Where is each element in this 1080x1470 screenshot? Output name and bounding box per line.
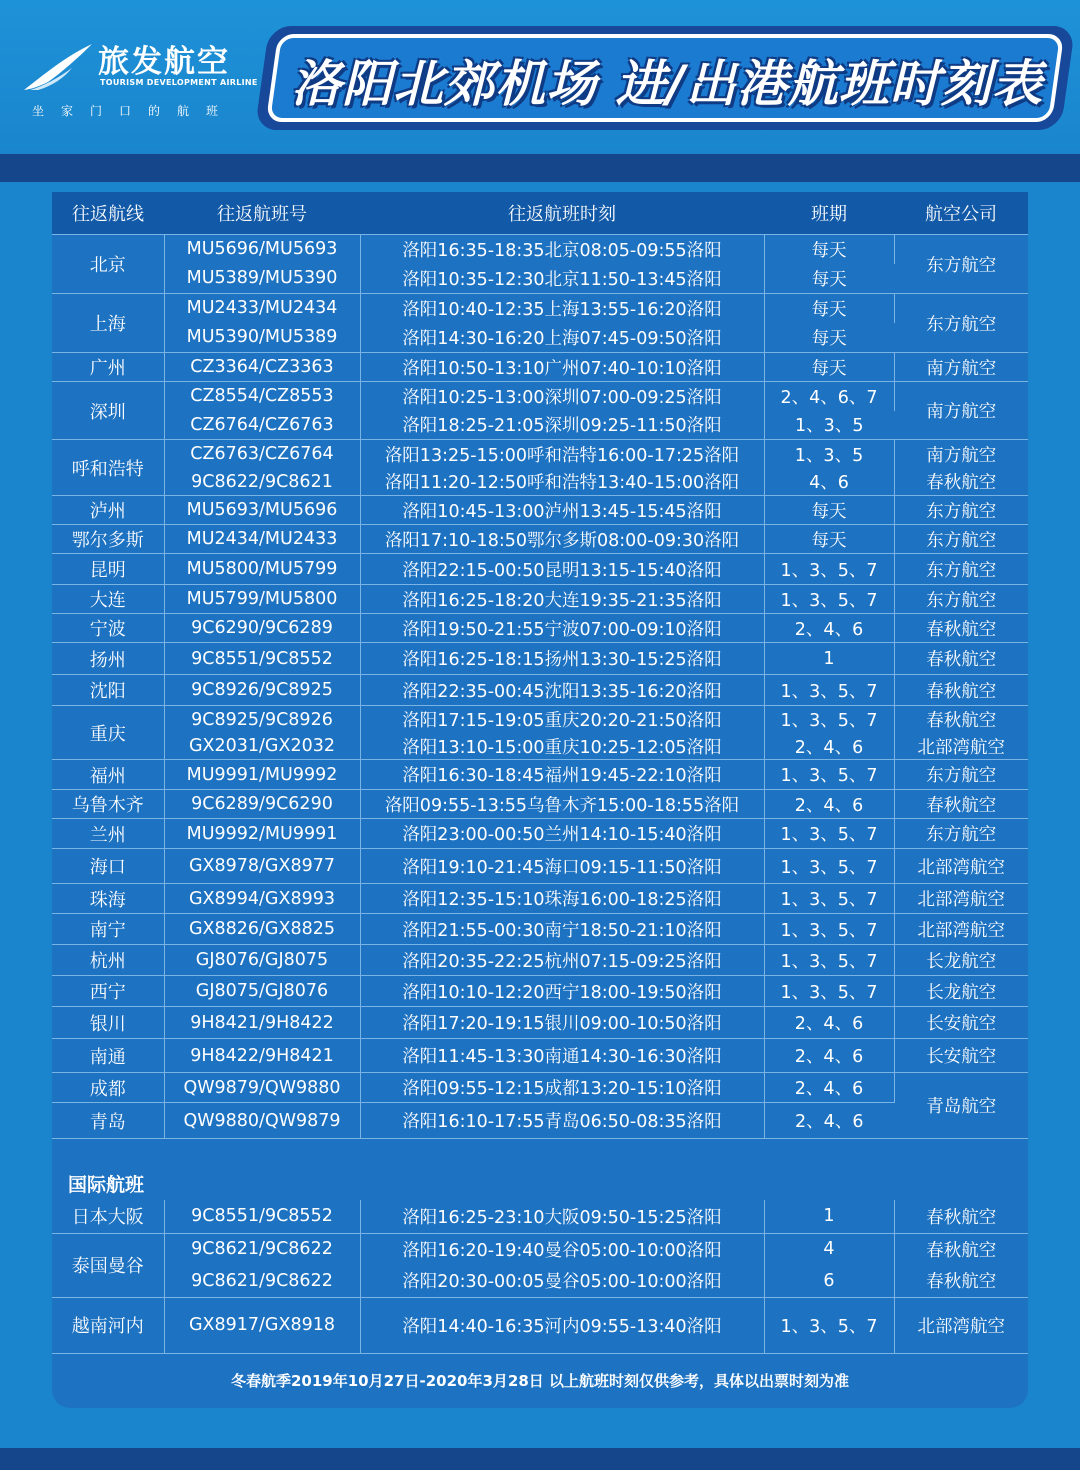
flight-number: QW9880/QW9879 bbox=[164, 1103, 360, 1139]
route-city: 宁波 bbox=[52, 614, 164, 643]
route-city: 西宁 bbox=[52, 976, 164, 1007]
airline-name: 北部湾航空 bbox=[894, 734, 1028, 760]
table-row bbox=[52, 760, 1028, 790]
table-row bbox=[52, 734, 1028, 760]
route-city: 杭州 bbox=[52, 945, 164, 976]
operating-days: 2、4、6 bbox=[764, 790, 894, 819]
table-row bbox=[52, 914, 1028, 945]
flight-number: GX8917/GX8918 bbox=[164, 1297, 360, 1353]
table-row bbox=[52, 1297, 1028, 1353]
airline-name: 春秋航空 bbox=[894, 469, 1028, 496]
schedule-time: 洛阳16:25-23:10大阪09:50-15:25洛阳 bbox=[360, 1200, 764, 1233]
schedule-time: 洛阳20:30-00:05曼谷05:00-10:00洛阳 bbox=[360, 1265, 764, 1297]
operating-days: 1、3、5 bbox=[764, 411, 894, 440]
table-row bbox=[52, 1103, 1028, 1139]
operating-days: 1 bbox=[764, 643, 894, 675]
airline-name: 东方航空 bbox=[894, 496, 1028, 525]
airline-name: 东方航空 bbox=[894, 760, 1028, 790]
table-row bbox=[52, 884, 1028, 914]
table-row bbox=[52, 614, 1028, 643]
airline-name: 东方航空 bbox=[894, 525, 1028, 554]
route-city: 青岛 bbox=[52, 1103, 164, 1139]
table-row bbox=[52, 1007, 1028, 1039]
schedule-time: 洛阳16:25-18:20大连19:35-21:35洛阳 bbox=[360, 585, 764, 614]
schedule-time: 洛阳18:25-21:05深圳09:25-11:50洛阳 bbox=[360, 411, 764, 440]
operating-days: 1、3、5、7 bbox=[764, 1297, 894, 1353]
airline-name: 长龙航空 bbox=[894, 976, 1028, 1007]
header-divider-band bbox=[0, 154, 1080, 182]
operating-days: 1、3、5、7 bbox=[764, 675, 894, 706]
flight-number: 9C8551/9C8552 bbox=[164, 643, 360, 675]
flight-number: MU5390/MU5389 bbox=[164, 323, 360, 353]
operating-days: 1、3、5、7 bbox=[764, 760, 894, 790]
flight-number: 9C8551/9C8552 bbox=[164, 1200, 360, 1233]
operating-days: 2、4、6 bbox=[764, 1039, 894, 1073]
operating-days: 2、4、6 bbox=[764, 734, 894, 760]
schedule-time: 洛阳11:45-13:30南通14:30-16:30洛阳 bbox=[360, 1039, 764, 1073]
flight-number: MU2433/MU2434 bbox=[164, 294, 360, 323]
flight-number: 9C8622/9C8621 bbox=[164, 469, 360, 496]
flight-number: 9C8621/9C8622 bbox=[164, 1233, 360, 1265]
table-row bbox=[52, 585, 1028, 614]
airline-name: 北部湾航空 bbox=[894, 884, 1028, 914]
flight-number: MU5799/MU5800 bbox=[164, 585, 360, 614]
airline-name: 北部湾航空 bbox=[894, 849, 1028, 884]
schedule-time: 洛阳21:55-00:30南宁18:50-21:10洛阳 bbox=[360, 914, 764, 945]
route-city: 重庆 bbox=[52, 706, 164, 760]
operating-days: 1、3、5、7 bbox=[764, 914, 894, 945]
flight-number: CZ3364/CZ3363 bbox=[164, 353, 360, 382]
flight-number: CZ8554/CZ8553 bbox=[164, 382, 360, 411]
schedule-time: 洛阳22:15-00:50昆明13:15-15:40洛阳 bbox=[360, 554, 764, 585]
operating-days: 2、4、6 bbox=[764, 1103, 894, 1139]
column-header-days: 班期 bbox=[764, 192, 894, 235]
schedule-time: 洛阳20:35-22:25杭州07:15-09:25洛阳 bbox=[360, 945, 764, 976]
schedule-footnote: 冬春航季2019年10月27日-2020年3月28日 以上航班时刻仅供参考，具体以出票时刻为准 bbox=[230, 1372, 849, 1390]
airline-name: 北部湾航空 bbox=[894, 1297, 1028, 1353]
flight-number: 9H8422/9H8421 bbox=[164, 1039, 360, 1073]
footer-band bbox=[0, 1448, 1080, 1470]
flight-number: 9C8926/9C8925 bbox=[164, 675, 360, 706]
column-header-flight-number: 往返航班号 bbox=[164, 192, 360, 235]
operating-days: 1 bbox=[764, 1200, 894, 1233]
table-row bbox=[52, 945, 1028, 976]
flight-number: MU5693/MU5696 bbox=[164, 496, 360, 525]
route-city: 广州 bbox=[52, 353, 164, 382]
flight-number: CZ6764/CZ6763 bbox=[164, 411, 360, 440]
schedule-time: 洛阳16:20-19:40曼谷05:00-10:00洛阳 bbox=[360, 1233, 764, 1265]
operating-days: 1、3、5、7 bbox=[764, 945, 894, 976]
table-row bbox=[52, 1039, 1028, 1073]
table-row bbox=[52, 525, 1028, 554]
airline-name: 青岛航空 bbox=[894, 1073, 1028, 1139]
airplane-wing-icon bbox=[22, 42, 94, 92]
operating-days: 每天 bbox=[764, 496, 894, 525]
airline-name: 春秋航空 bbox=[894, 790, 1028, 819]
airline-logo bbox=[22, 36, 258, 126]
route-city: 海口 bbox=[52, 849, 164, 884]
flight-number: MU2434/MU2433 bbox=[164, 525, 360, 554]
international-section-label: 国际航班 bbox=[68, 1174, 145, 1196]
route-city: 昆明 bbox=[52, 554, 164, 585]
domestic-schedule-table bbox=[52, 192, 1028, 1139]
flight-number: 9C8621/9C8622 bbox=[164, 1265, 360, 1297]
route-city: 上海 bbox=[52, 294, 164, 353]
table-header-row bbox=[52, 192, 1028, 235]
operating-days: 1、3、5、7 bbox=[764, 706, 894, 734]
airline-name: 东方航空 bbox=[894, 585, 1028, 614]
operating-days: 2、4、6、7 bbox=[764, 382, 894, 411]
table-row bbox=[52, 353, 1028, 382]
airline-name: 南方航空 bbox=[894, 353, 1028, 382]
schedule-time: 洛阳11:20-12:50呼和浩特13:40-15:00洛阳 bbox=[360, 469, 764, 496]
table-row bbox=[52, 643, 1028, 675]
route-city: 兰州 bbox=[52, 819, 164, 849]
table-row bbox=[52, 411, 1028, 440]
schedule-time: 洛阳17:20-19:15银川09:00-10:50洛阳 bbox=[360, 1007, 764, 1039]
table-row bbox=[52, 440, 1028, 469]
operating-days: 每天 bbox=[764, 323, 894, 353]
table-row bbox=[52, 294, 1028, 323]
schedule-time: 洛阳10:45-13:00泸州13:45-15:45洛阳 bbox=[360, 496, 764, 525]
route-city: 沈阳 bbox=[52, 675, 164, 706]
schedule-time: 洛阳23:00-00:50兰州14:10-15:40洛阳 bbox=[360, 819, 764, 849]
flight-number: MU5696/MU5693 bbox=[164, 235, 360, 264]
route-city: 深圳 bbox=[52, 382, 164, 440]
flight-number: MU5389/MU5390 bbox=[164, 264, 360, 294]
international-schedule-body bbox=[52, 1200, 1028, 1353]
column-header-schedule-time: 往返航班时刻 bbox=[360, 192, 764, 235]
table-row bbox=[52, 496, 1028, 525]
operating-days: 每天 bbox=[764, 353, 894, 382]
operating-days: 每天 bbox=[764, 264, 894, 294]
airline-name: 春秋航空 bbox=[894, 1200, 1028, 1233]
operating-days: 2、4、6 bbox=[764, 1073, 894, 1103]
table-row bbox=[52, 976, 1028, 1007]
flight-number: 9C8925/9C8926 bbox=[164, 706, 360, 734]
schedule-time: 洛阳16:25-18:15扬州13:30-15:25洛阳 bbox=[360, 643, 764, 675]
airline-name: 春秋航空 bbox=[926, 1240, 997, 1261]
table-row bbox=[52, 1200, 1028, 1233]
flight-number: 9C6290/9C6289 bbox=[164, 614, 360, 643]
table-row bbox=[52, 819, 1028, 849]
operating-days: 1、3、5 bbox=[764, 440, 894, 469]
airline-name: 东方航空 bbox=[894, 294, 1028, 353]
schedule-time: 洛阳17:10-18:50鄂尔多斯08:00-09:30洛阳 bbox=[360, 525, 764, 554]
route-city: 越南河内 bbox=[52, 1297, 164, 1353]
route-city: 大连 bbox=[52, 585, 164, 614]
table-row bbox=[52, 849, 1028, 884]
route-city: 乌鲁木齐 bbox=[52, 790, 164, 819]
airline-name: 东方航空 bbox=[894, 819, 1028, 849]
flight-number: 9H8421/9H8422 bbox=[164, 1007, 360, 1039]
route-city: 鄂尔多斯 bbox=[52, 525, 164, 554]
operating-days: 1、3、5、7 bbox=[764, 884, 894, 914]
table-row bbox=[52, 554, 1028, 585]
schedule-time: 洛阳14:40-16:35河内09:55-13:40洛阳 bbox=[360, 1297, 764, 1353]
flight-number: MU9991/MU9992 bbox=[164, 760, 360, 790]
schedule-time: 洛阳10:35-12:30北京11:50-13:45洛阳 bbox=[360, 264, 764, 294]
schedule-panel bbox=[52, 192, 1028, 1408]
operating-days: 2、4、6 bbox=[764, 1007, 894, 1039]
schedule-time: 洛阳09:55-13:55乌鲁木齐15:00-18:55洛阳 bbox=[360, 790, 764, 819]
flight-number: GX8994/GX8993 bbox=[164, 884, 360, 914]
route-city: 银川 bbox=[52, 1007, 164, 1039]
route-city: 扬州 bbox=[52, 643, 164, 675]
table-row bbox=[52, 1265, 1028, 1297]
operating-days: 1、3、5、7 bbox=[764, 976, 894, 1007]
schedule-time: 洛阳14:30-16:20上海07:45-09:50洛阳 bbox=[360, 323, 764, 353]
operating-days: 每天 bbox=[764, 235, 894, 264]
table-row bbox=[52, 790, 1028, 819]
route-city: 北京 bbox=[52, 235, 164, 294]
flight-number: QW9879/QW9880 bbox=[164, 1073, 360, 1103]
airline-name: 长龙航空 bbox=[894, 945, 1028, 976]
operating-days: 1、3、5、7 bbox=[764, 849, 894, 884]
operating-days: 1、3、5、7 bbox=[764, 819, 894, 849]
schedule-time: 洛阳10:10-12:20西宁18:00-19:50洛阳 bbox=[360, 976, 764, 1007]
operating-days: 每天 bbox=[764, 294, 894, 323]
operating-days: 1、3、5、7 bbox=[764, 585, 894, 614]
schedule-time: 洛阳16:30-18:45福州19:45-22:10洛阳 bbox=[360, 760, 764, 790]
schedule-time: 洛阳10:40-12:35上海13:55-16:20洛阳 bbox=[360, 294, 764, 323]
airline-name: 长安航空 bbox=[894, 1007, 1028, 1039]
table-row bbox=[52, 1233, 1028, 1265]
schedule-time: 洛阳22:35-00:45沈阳13:35-16:20洛阳 bbox=[360, 675, 764, 706]
domestic-schedule-body bbox=[52, 235, 1028, 1139]
schedule-time: 洛阳09:55-12:15成都13:20-15:10洛阳 bbox=[360, 1073, 764, 1103]
airline-name: 南方航空 bbox=[894, 382, 1028, 440]
page-title: 洛阳北郊机场 进/出港航班时刻表 bbox=[291, 55, 1043, 113]
flight-number: MU9992/MU9991 bbox=[164, 819, 360, 849]
route-city: 珠海 bbox=[52, 884, 164, 914]
operating-days: 1、3、5、7 bbox=[764, 554, 894, 585]
schedule-time: 洛阳17:15-19:05重庆20:20-21:50洛阳 bbox=[360, 706, 764, 734]
route-city: 泰国曼谷 bbox=[52, 1233, 164, 1297]
flight-number: GX8978/GX8977 bbox=[164, 849, 360, 884]
airline-name: 春秋航空 bbox=[894, 614, 1028, 643]
table-row bbox=[52, 235, 1028, 264]
airline-name: 春秋航空 bbox=[926, 711, 997, 732]
logo-slogan: 坐家门口的航班 bbox=[32, 104, 236, 118]
flight-number: GJ8076/GJ8075 bbox=[164, 945, 360, 976]
column-header-route: 往返航线 bbox=[52, 192, 164, 235]
schedule-time: 洛阳10:25-13:00深圳07:00-09:25洛阳 bbox=[360, 382, 764, 411]
logo-english-name: TOURISM DEVELOPMENT AIRLINE bbox=[100, 78, 258, 87]
airline-name: 东方航空 bbox=[894, 235, 1028, 294]
airline-name: 春秋航空 bbox=[894, 643, 1028, 675]
table-row bbox=[52, 675, 1028, 706]
flight-number: GX8826/GX8825 bbox=[164, 914, 360, 945]
flight-number: MU5800/MU5799 bbox=[164, 554, 360, 585]
table-row bbox=[52, 264, 1028, 294]
route-city: 南宁 bbox=[52, 914, 164, 945]
airline-name: 南方航空 bbox=[926, 445, 997, 466]
route-city: 福州 bbox=[52, 760, 164, 790]
flight-number: 9C6289/9C6290 bbox=[164, 790, 360, 819]
flight-number: GX2031/GX2032 bbox=[164, 734, 360, 760]
flight-number: CZ6763/CZ6764 bbox=[164, 440, 360, 469]
airline-name: 春秋航空 bbox=[894, 675, 1028, 706]
schedule-time: 洛阳10:50-13:10广州07:40-10:10洛阳 bbox=[360, 353, 764, 382]
table-row bbox=[52, 323, 1028, 353]
schedule-time: 洛阳19:10-21:45海口09:15-11:50洛阳 bbox=[360, 849, 764, 884]
table-row bbox=[52, 382, 1028, 411]
schedule-time: 洛阳16:10-17:55青岛06:50-08:35洛阳 bbox=[360, 1103, 764, 1139]
schedule-time: 洛阳13:10-15:00重庆10:25-12:05洛阳 bbox=[360, 734, 764, 760]
international-schedule-table bbox=[52, 1200, 1028, 1354]
schedule-time: 洛阳12:35-15:10珠海16:00-18:25洛阳 bbox=[360, 884, 764, 914]
flight-number: GJ8075/GJ8076 bbox=[164, 976, 360, 1007]
airline-name: 东方航空 bbox=[894, 554, 1028, 585]
route-city: 日本大阪 bbox=[52, 1200, 164, 1233]
route-city: 呼和浩特 bbox=[52, 440, 164, 496]
schedule-time: 洛阳16:35-18:35北京08:05-09:55洛阳 bbox=[360, 235, 764, 264]
operating-days: 4 bbox=[764, 1233, 894, 1265]
airline-name: 春秋航空 bbox=[894, 1265, 1028, 1297]
operating-days: 6 bbox=[764, 1265, 894, 1297]
route-city: 成都 bbox=[52, 1073, 164, 1103]
operating-days: 每天 bbox=[764, 525, 894, 554]
schedule-time: 洛阳19:50-21:55宁波07:00-09:10洛阳 bbox=[360, 614, 764, 643]
operating-days: 4、6 bbox=[764, 469, 894, 496]
logo-name: 旅发航空 bbox=[98, 44, 230, 80]
airline-name: 长安航空 bbox=[894, 1039, 1028, 1073]
operating-days: 2、4、6 bbox=[764, 614, 894, 643]
table-row bbox=[52, 706, 1028, 734]
table-row bbox=[52, 1073, 1028, 1103]
route-city: 泸州 bbox=[52, 496, 164, 525]
table-row bbox=[52, 469, 1028, 496]
column-header-airline: 航空公司 bbox=[894, 192, 1028, 235]
schedule-time: 洛阳13:25-15:00呼和浩特16:00-17:25洛阳 bbox=[360, 440, 764, 469]
route-city: 南通 bbox=[52, 1039, 164, 1073]
airline-name: 北部湾航空 bbox=[894, 914, 1028, 945]
